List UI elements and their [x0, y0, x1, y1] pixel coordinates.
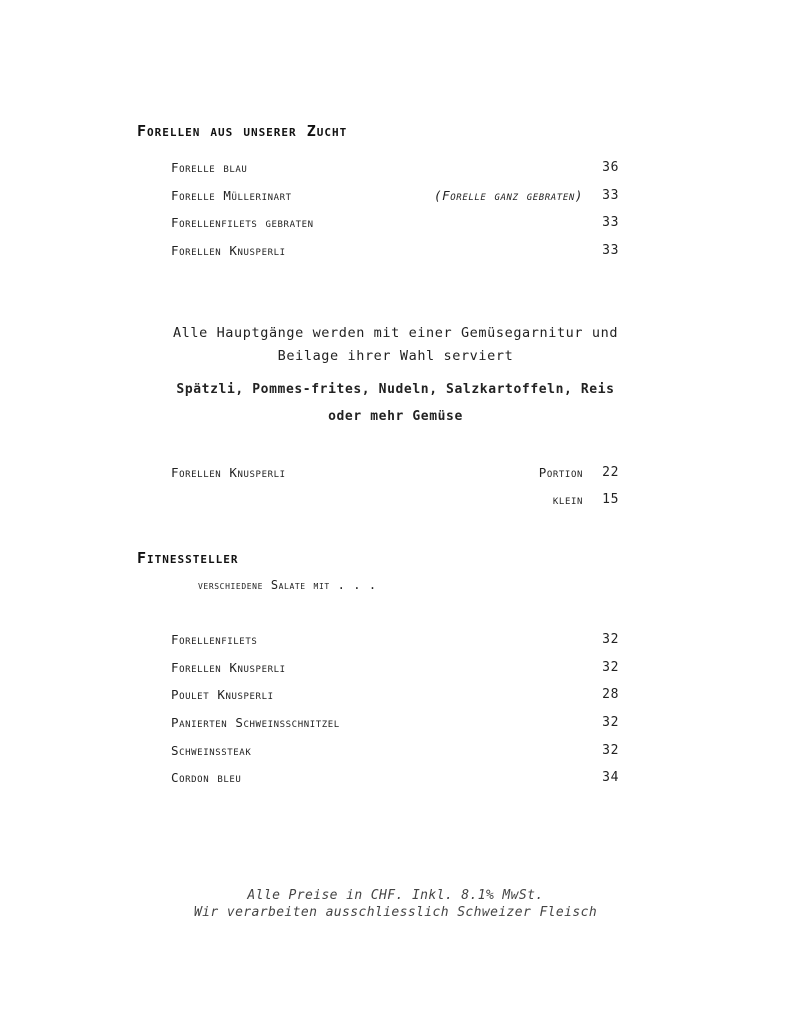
small-label: klein	[552, 492, 583, 507]
menu-item-price: 32	[602, 743, 619, 758]
menu-item	[171, 632, 619, 652]
menu-item	[171, 215, 619, 235]
menu-item-price: 32	[602, 632, 619, 647]
menu-item	[171, 687, 619, 707]
portion-label: Portion	[538, 465, 583, 480]
menu-item-note: (Forelle ganz gebraten)	[434, 188, 583, 203]
menu-item	[171, 188, 619, 208]
section-subtitle: verschiedene Salate mit . . .	[198, 578, 377, 592]
small-price: 15	[602, 492, 619, 507]
menu-item-name: Forelle Müllerinart	[171, 188, 292, 203]
section-title-fitnessteller: Fitnessteller	[137, 549, 239, 567]
sides-line-1: Spätzli, Pommes-frites, Nudeln, Salzkartoffeln, Reis	[176, 382, 615, 397]
section-title-forellen: Forellen aus unserer Zucht	[137, 122, 348, 140]
menu-item	[171, 660, 619, 680]
menu-item-name: Poulet Knusperli	[171, 687, 274, 702]
menu-item-price: 32	[602, 660, 619, 675]
menu-item-name: Forellenfilets gebraten	[171, 215, 314, 230]
menu-item	[171, 770, 619, 790]
menu-item-name: Panierten Schweinsschnitzel	[171, 715, 340, 730]
portion-price: 22	[602, 465, 619, 480]
menu-item-name: Forellenfilets	[171, 632, 258, 647]
menu-item	[171, 715, 619, 735]
menu-item-price: 36	[602, 160, 619, 175]
footer-prices-note: Alle Preise in CHF. Inkl. 8.1% MwSt.	[247, 888, 544, 903]
menu-item-name: Forellen Knusperli	[171, 243, 286, 258]
footer-meat-note: Wir verarbeiten ausschliesslich Schweizer Fleisch	[193, 905, 598, 920]
menu-item	[171, 492, 619, 512]
menu-item-name: Forellen Knusperli	[171, 660, 286, 675]
menu-item-name: Cordon bleu	[171, 770, 242, 785]
menu-item-name: Schweinssteak	[171, 743, 252, 758]
menu-item	[171, 743, 619, 763]
info-line-2: Beilage ihrer Wahl serviert	[277, 348, 514, 364]
menu-item	[171, 465, 619, 485]
menu-item-price: 33	[602, 243, 619, 258]
menu-item	[171, 160, 619, 180]
sides-line-2: oder mehr Gemüse	[328, 409, 463, 424]
menu-item	[171, 243, 619, 263]
menu-item-price: 33	[602, 188, 619, 203]
info-line-1: Alle Hauptgänge werden mit einer Gemüsegarnitur und	[172, 325, 619, 341]
menu-item-price: 33	[602, 215, 619, 230]
menu-item-price: 32	[602, 715, 619, 730]
menu-item-price: 34	[602, 770, 619, 785]
menu-item-name: Forelle blau	[171, 160, 248, 175]
menu-item-price: 28	[602, 687, 619, 702]
menu-item-name: Forellen Knusperli	[171, 465, 286, 480]
